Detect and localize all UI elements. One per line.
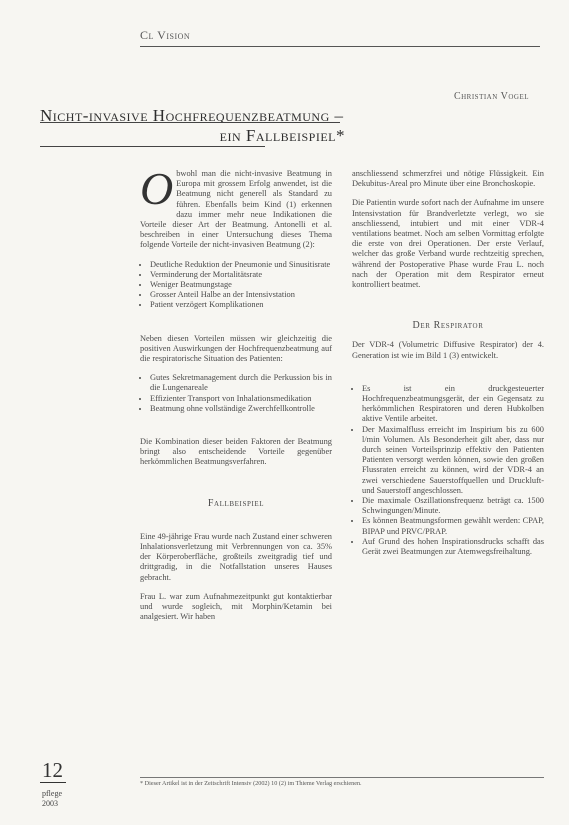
article-title-line1: Nicht-invasive Hochfrequenzbeatmung – [40, 106, 344, 125]
list-item: • Effizienter Transport von Inhalationsmedikation [150, 394, 332, 404]
journal-name: pflege [42, 789, 62, 798]
left-column [140, 163, 332, 632]
journal-label [42, 789, 62, 809]
page-number: 12 [42, 758, 63, 782]
author-name: Christian Vogel [453, 91, 529, 102]
paragraph: Neben diesen Vorteilen müssen wir gleichzeitig die positiven Auswirkungen der Hochfrequenzbeatmung auf die respiratorische Situation des Patienten: [140, 333, 332, 364]
list-item: • Es ist ein druckgesteuerter Hochfrequenzbeatmungsgerät, der ein Gegensatz zu herkömmlichen Respiratoren und deren Hubkolben aktive Ventile arbeitet. [362, 384, 544, 425]
paragraph: Die Kombination dieser beiden Faktoren der Beatmung bringt also entscheidende Vorteile gegenüber herkömmlichen Beatmungsverfahren. [140, 437, 332, 467]
list-item: • Beatmung ohne vollständige Zwerchfellkontrolle [150, 404, 332, 414]
list-item: • Auf Grund des hohen Inspirationsdrucks schafft das Gerät zwei Beatmungen zur Atemwegsfreihaltung. [362, 537, 544, 557]
list-item: • Weniger Beatmungstage [150, 280, 332, 290]
paragraph: Der VDR-4 (Volumetric Diffusive Respirator) der 4. Generation ist wie im Bild 1 (3) entwickelt. [352, 340, 544, 360]
list-item: • Die maximale Oszillationsfrequenz beträgt ca. 1500 Schwingungen/Minute. [362, 496, 544, 516]
list-item: • Verminderung der Mortalitätsrate [150, 270, 332, 280]
paragraph: anschliessend schmerzfrei und nötige Flüssigkeit. Ein Dekubitus-Areal pro Minute über eine Bronchoskopie. [352, 169, 544, 189]
intro-paragraph [140, 163, 332, 251]
article-title-line2: ein Fallbeispiel* [219, 126, 345, 145]
footnote-rule [140, 777, 544, 778]
section-heading-respirator: Der Respirator [412, 320, 484, 332]
paragraph: Frau L. war zum Aufnahmezeitpunkt gut kontaktierbar und wurde sogleich, mit Morphin/Ketamin bei analgesiert. Wir haben [140, 591, 332, 622]
list-item: • Patient verzögert Komplikationen [150, 300, 332, 310]
list-item: • Gutes Sekretmanagement durch die Perkussion bis in die Lungenareale [150, 373, 332, 393]
section-title: Cl Vision [140, 28, 191, 42]
drop-cap: O [140, 163, 174, 214]
paragraph: Eine 49-jährige Frau wurde nach Zustand einer schweren Inhalationsverletzung mit Verbrennungen von ca. 35% der Körperoberfläche, großteils zweitgradig tief und drittgradig, in die Notfallstation unseres Hauses gebracht. [140, 531, 332, 582]
list-item: • Grosser Anteil Halbe an der Intensivstation [150, 290, 332, 300]
advantages-list [140, 260, 332, 311]
footnote: * Dieser Artikel ist in der Zeitschrift Intensiv (2002) 10 (2) im Thieme Verlag erschienen. [140, 780, 362, 787]
right-column [352, 169, 544, 566]
header-rule [140, 46, 540, 47]
effects-list [140, 373, 332, 414]
title-underline-1 [40, 122, 340, 123]
title-underline-2 [40, 146, 265, 147]
list-item: • Der Maximalfluss erreicht im Inspirium bis zu 600 l/min Volumen. Als Besonderheit gilt aber, dass nur durch seinen Vorteilsprinzip effektiv den Patienten Patienten versorgt werden können, sowie den großen Flussraten erreicht zu können, wird der VDR-4 an zwei verschiedene Sauerstoffquellen und Druckluft- und Sauerstoff angeschlossen. [362, 425, 544, 496]
journal-year: 2003 [42, 799, 58, 808]
respirator-features-list [352, 384, 544, 557]
list-item: • Es können Beatmungsformen gewählt werden: CPAP, BIPAP und PRVC/PRAP. [362, 516, 544, 536]
section-heading-fallbeispiel: Fallbeispiel [207, 497, 265, 509]
page-number-rule [40, 782, 66, 783]
list-item: • Deutliche Reduktion der Pneumonie und Sinusitisrate [150, 260, 332, 270]
intro-text: bwohl man die nicht-invasive Beatmung in Europa mit grossem Erfolg anwendet, ist die Beatmung nicht generell als Standard zu führen. Ebenfalls beim Kind (1) erkennen dazu immer mehr neue Indikationen die Vorteile dieser Art der Beatmung. Antonelli et al. beschreiben in einer Untersuchung dieses Thema folgende Vorteile der nicht-invasiven Beatmung (2): [140, 169, 332, 250]
paragraph: Die Patientin wurde sofort nach der Aufnahme im unsere Intensivstation für Brandverletzte verlegt, wo sie anschliessend, intubiert und mit einer VDR-4 ventilations beatmet. Noch am selben Vormittag erfolgte die erste von drei Operationen. Der erste Verlauf, welcher das große Verband wurde rechtzeitig sprechen, während der Postoperative Phase wurde Frau L. noch nach der Operation mit dem Respirator erneut kontrolliert beatmet. [352, 198, 544, 290]
